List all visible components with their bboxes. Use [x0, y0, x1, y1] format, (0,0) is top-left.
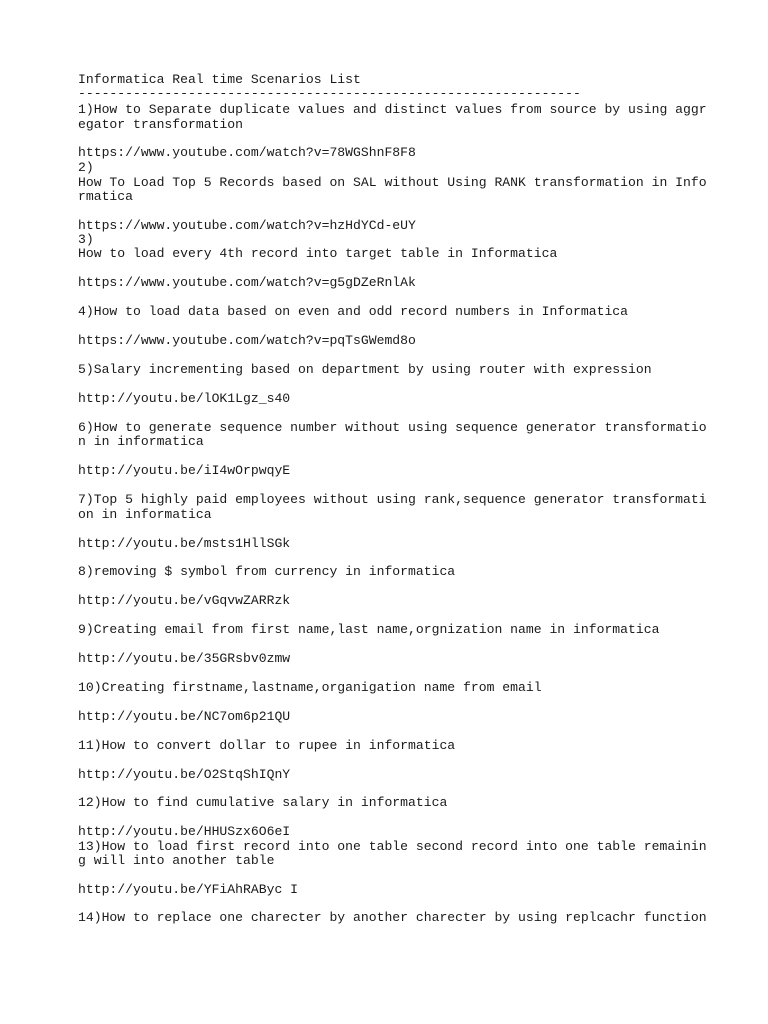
- video-link[interactable]: http://youtu.be/NC7om6p21QU: [78, 709, 291, 724]
- video-link[interactable]: http://youtu.be/vGqvwZARRzk: [78, 593, 291, 608]
- scenario-line: 5)Salary incrementing based on department by using router with expression: [78, 362, 652, 377]
- video-link[interactable]: https://www.youtube.com/watch?v=78WGShnF8F8: [78, 145, 416, 160]
- scenario-line: 7)Top 5 highly paid employees without using rank,sequence generator transformati: [78, 492, 707, 507]
- scenario-line: 11)How to convert dollar to rupee in informatica: [78, 738, 456, 753]
- scenario-line: 3): [78, 232, 94, 247]
- scenario-line: n in informatica: [78, 434, 204, 449]
- scenario-line: 6)How to generate sequence number without using sequence generator transformatio: [78, 420, 707, 435]
- video-link[interactable]: http://youtu.be/HHUSzx6O6eI: [78, 824, 291, 839]
- scenario-line: 4)How to load data based on even and odd record numbers in Informatica: [78, 304, 629, 319]
- video-link[interactable]: https://www.youtube.com/watch?v=g5gDZeRnlAk: [78, 275, 416, 290]
- scenario-line: How to load every 4th record into target table in Informatica: [78, 246, 558, 261]
- scenario-line: 2): [78, 160, 94, 175]
- document-title: Informatica Real time Scenarios List: [78, 72, 361, 87]
- video-link[interactable]: http://youtu.be/35GRsbv0zmw: [78, 651, 291, 666]
- video-link[interactable]: https://www.youtube.com/watch?v=pqTsGWemd8o: [78, 333, 416, 348]
- scenario-line: 14)How to replace one charecter by another charecter by using replcachr function: [78, 910, 707, 925]
- scenario-line: egator transformation: [78, 117, 244, 132]
- video-link[interactable]: http://youtu.be/iI4wOrpwqyE: [78, 463, 291, 478]
- video-link[interactable]: http://youtu.be/lOK1Lgz_s40: [78, 391, 291, 406]
- video-link[interactable]: http://youtu.be/YFiAhRAByc I: [78, 882, 299, 897]
- scenario-line: on in informatica: [78, 507, 212, 522]
- scenario-line: 1)How to Separate duplicate values and distinct values from source by using aggr: [78, 102, 707, 117]
- scenario-line: rmatica: [78, 189, 134, 204]
- scenario-line: 9)Creating email from first name,last name,orgnization name in informatica: [78, 622, 660, 637]
- video-link[interactable]: http://youtu.be/msts1HllSGk: [78, 536, 291, 551]
- scenario-line: 13)How to load first record into one table second record into one table remainin: [78, 839, 707, 854]
- scenario-line: 8)removing $ symbol from currency in informatica: [78, 564, 456, 579]
- video-link[interactable]: https://www.youtube.com/watch?v=hzHdYCd-eUY: [78, 218, 416, 233]
- scenario-line: How To Load Top 5 Records based on SAL without Using RANK transformation in Info: [78, 175, 707, 190]
- scenario-line: 10)Creating firstname,lastname,organigation name from email: [78, 680, 542, 695]
- video-link[interactable]: http://youtu.be/O2StqShIQnY: [78, 767, 291, 782]
- scenario-line: g will into another table: [78, 853, 275, 868]
- title-separator: ----------------------------------------------------------------: [78, 86, 581, 101]
- scenario-line: 12)How to find cumulative salary in informatica: [78, 795, 448, 810]
